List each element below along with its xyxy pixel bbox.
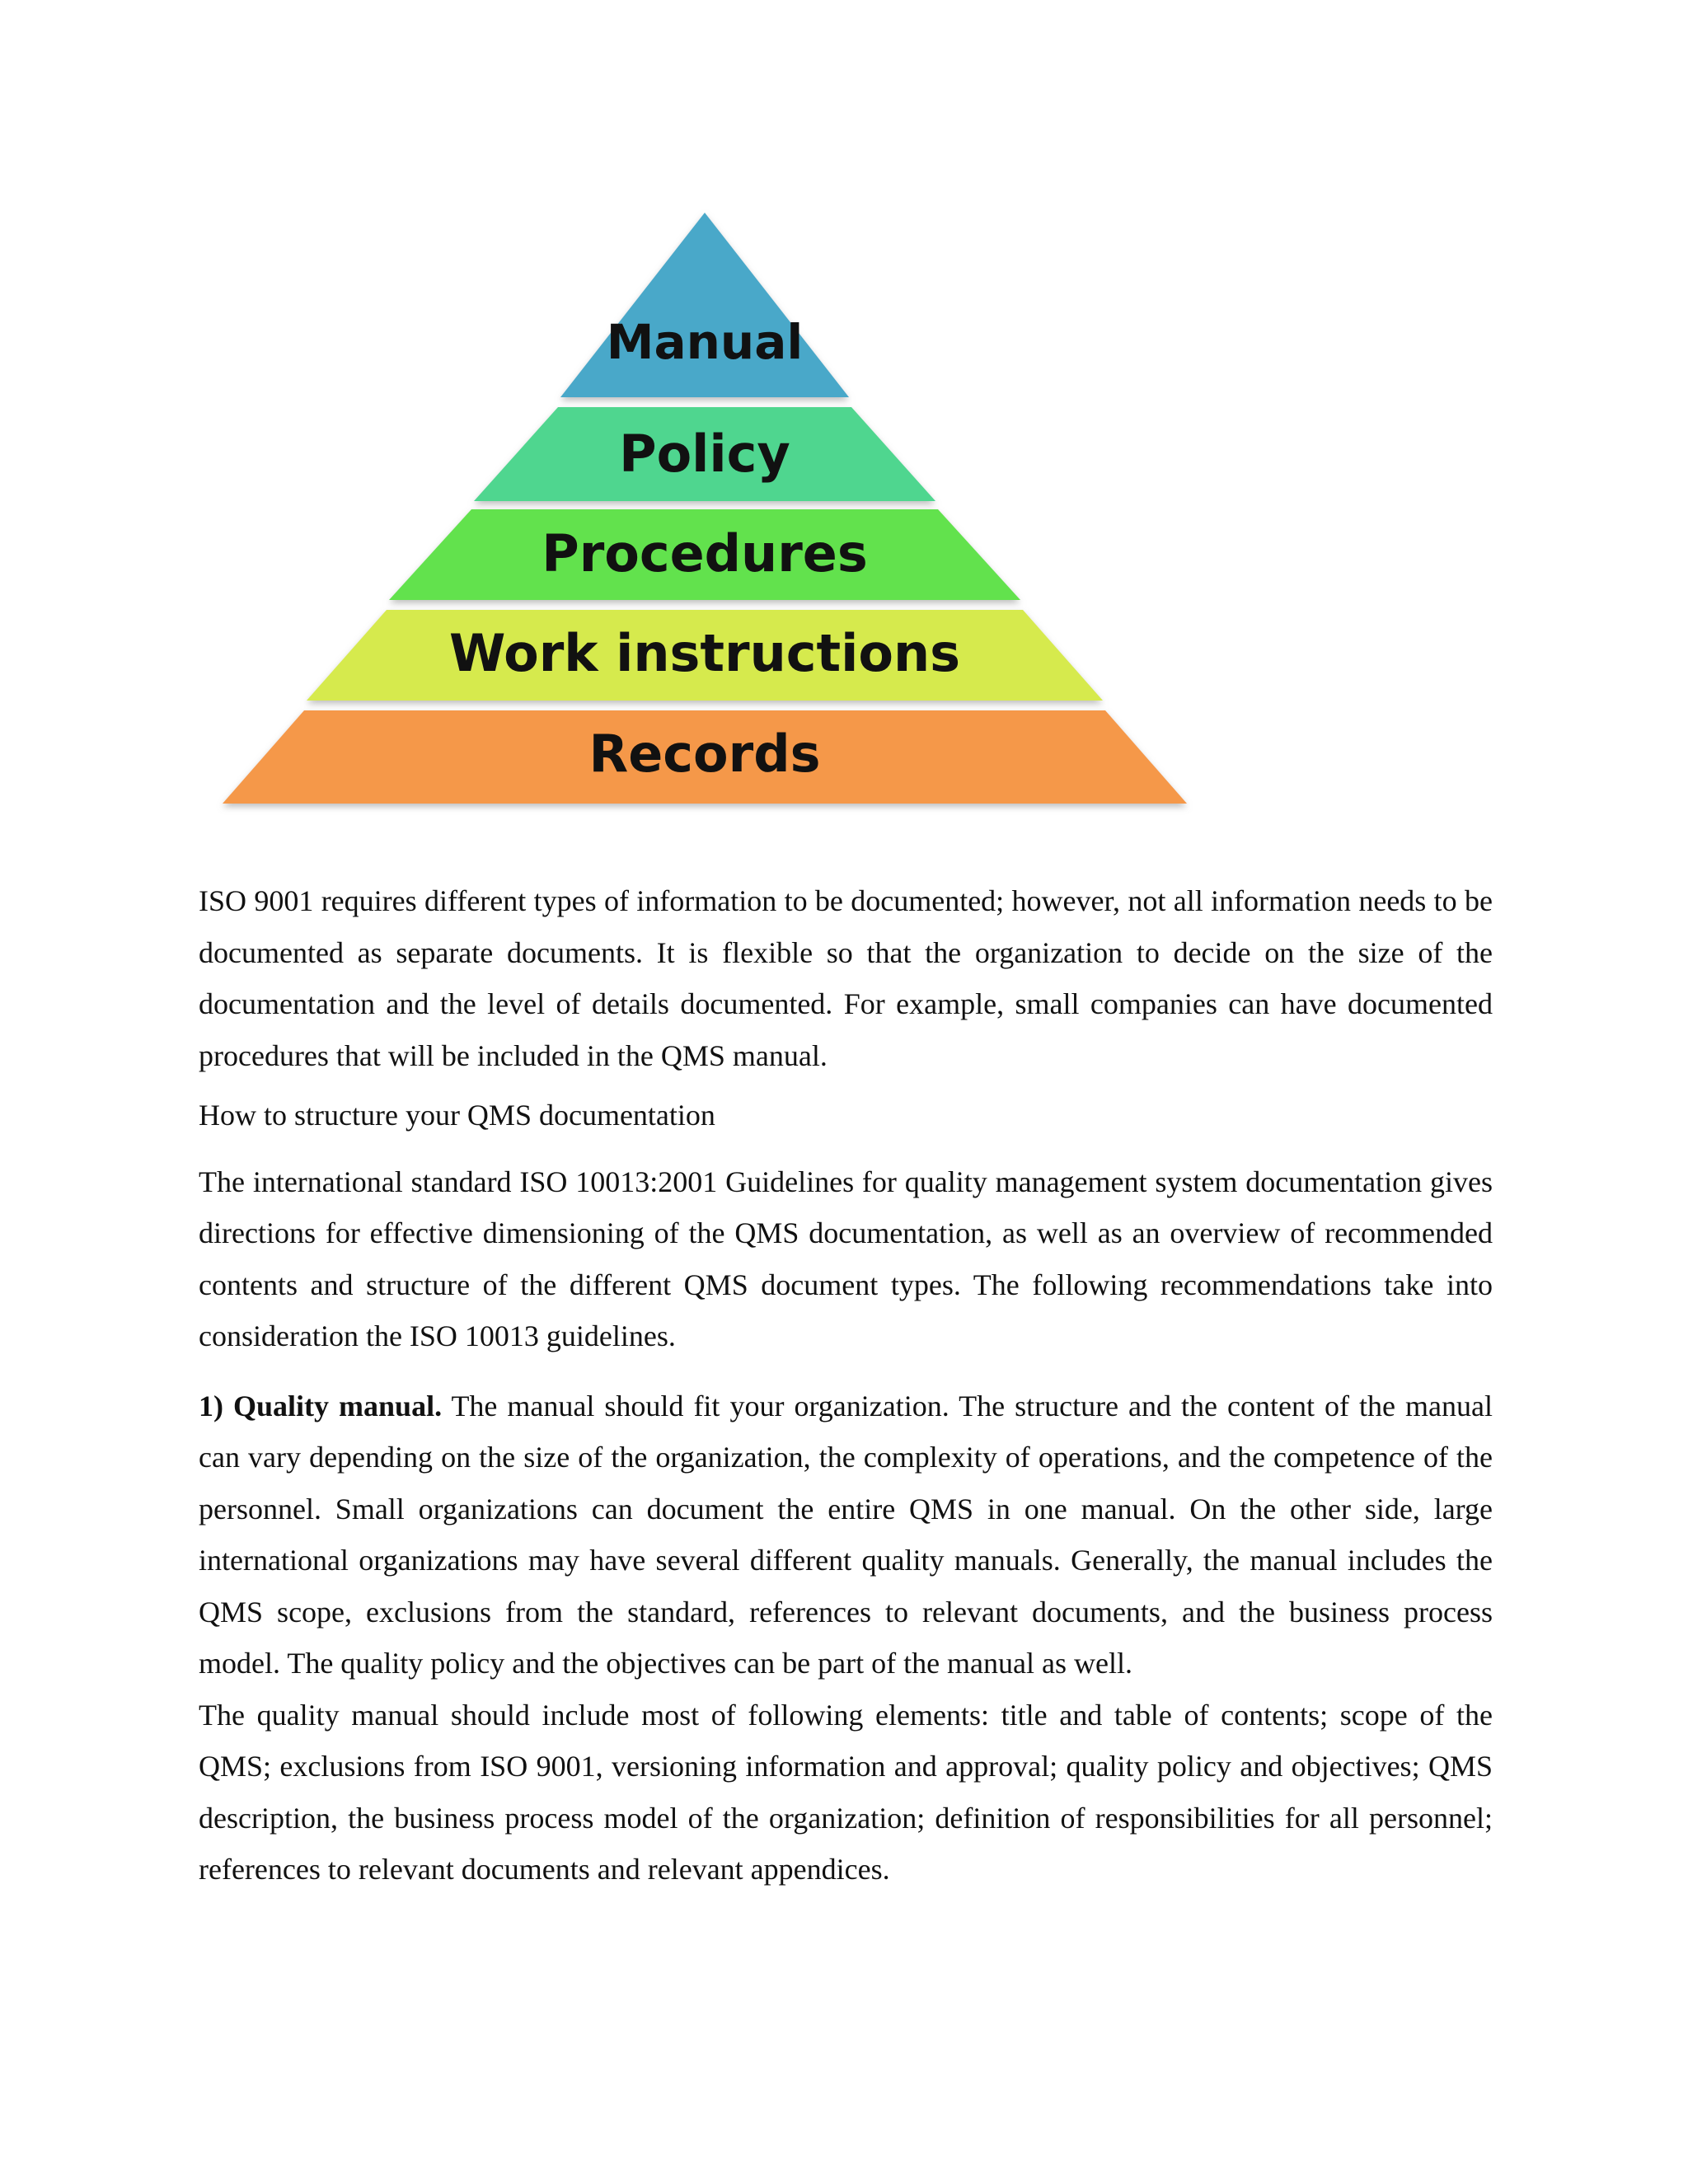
quality-manual-body: The manual should fit your organization. The structure and the content of the manual can vary depending on the size of the organization, the complexity of operations, and the competence of the personnel. Small organizations can document the entire QMS in one manual. On the other side, large international organizations may have several different quality manuals. Generally, the manual includes the QMS scope, exclusions from the standard, references to relevant documents, and the business process model. The quality policy and the objectives can be part of the manual as well. — [199, 1389, 1493, 1680]
quality-manual-lead: 1) Quality manual. — [199, 1389, 443, 1422]
pyramid-label-manual: Manual — [606, 314, 804, 370]
standard-paragraph: The international standard ISO 10013:2001 Guidelines for quality management system documentation gives directions for effective dimensioning of the QMS documentation, as well as an overview of recommended contents and structure of the different QMS document types. The following recommendations take into consideration the ISO 10013 guidelines. — [199, 1165, 1493, 1352]
section-heading: How to structure your QMS documentation — [199, 1099, 715, 1132]
manual-elements-paragraph: The quality manual should include most of following elements: title and table of contents; scope of the QMS; exclusions from ISO 9001, versioning information and approval; quality policy and objectives; QMS description, the business process model of the organization; definition of responsibilities for all personnel; references to relevant documents and relevant appendices. — [199, 1698, 1493, 1886]
documentation-pyramid-diagram — [198, 206, 1212, 832]
pyramid-label-procedures: Procedures — [542, 523, 868, 583]
quality-manual-paragraph — [199, 1380, 1493, 1690]
pyramid-label-records: Records — [588, 724, 821, 784]
pyramid-label-work-instructions: Work instructions — [448, 623, 961, 683]
body-text — [199, 875, 1493, 1896]
intro-paragraph: ISO 9001 requires different types of information to be documented; however, not all information needs to be documented as separate documents. It is flexible so that the organization to decide on the size of the documentation and the level of details documented. For example, small companies can have documented procedures that will be included in the QMS manual. — [199, 884, 1493, 1072]
pyramid-label-policy: Policy — [619, 424, 790, 484]
